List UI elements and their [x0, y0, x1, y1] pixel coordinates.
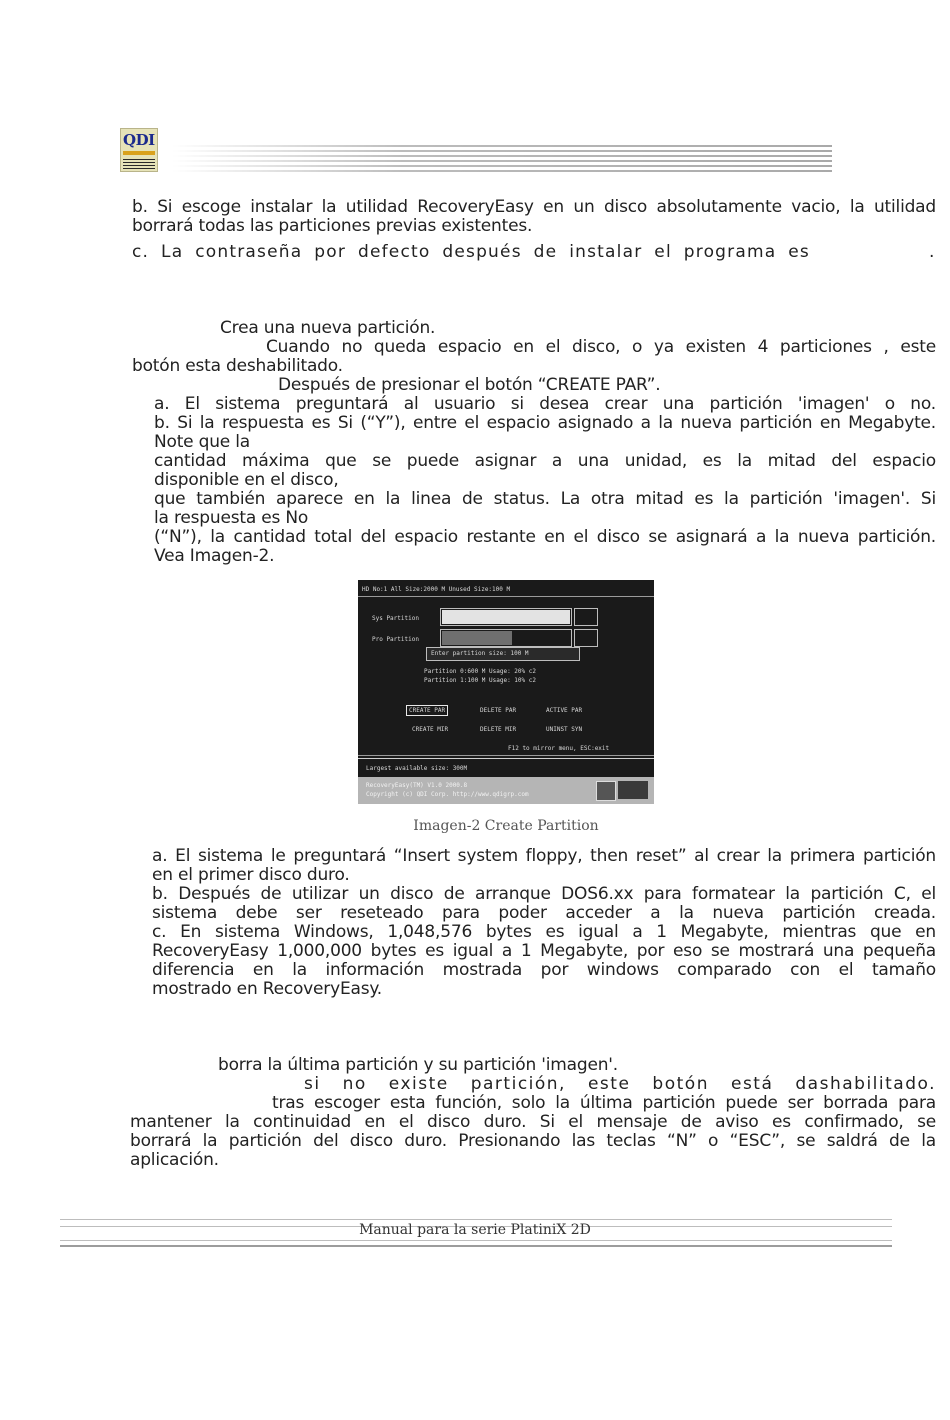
- paragraph-line: Crea una nueva partición.: [220, 318, 436, 338]
- delete-mir-button[interactable]: DELETE MIR: [480, 726, 517, 733]
- status-bar: [358, 758, 654, 778]
- partition-info-1: Partition 0:600 M Usage: 20% c2: [424, 668, 536, 675]
- paragraph-line: Cuando no queda espacio en el disco, o ya existen 4 particiones , este: [266, 337, 936, 357]
- trailing-period: .: [929, 242, 935, 262]
- paragraph-line: sistema debe ser reseteado para poder acceder a la nueva partición creada.: [152, 903, 936, 923]
- paragraph-line: b. Si la respuesta es Si (“Y”), entre el espacio asignado a la nueva partición en Megabyte.: [154, 413, 936, 433]
- figure-caption: Imagen-2 Create Partition: [413, 818, 599, 834]
- paragraph-line: c. En sistema Windows, 1,048,576 bytes es igual a 1 Megabyte, mientras que en: [152, 922, 936, 942]
- paragraph-line: borra la última partición y su partición 'imagen'.: [218, 1055, 618, 1075]
- hint-text: F12 to mirror menu, ESC:exit: [508, 745, 610, 752]
- recoveryeasy-screenshot: [358, 580, 654, 804]
- paragraph-line: RecoveryEasy 1,000,000 bytes es igual a 1 Megabyte, por eso se mostrará una pequeña: [152, 941, 936, 961]
- divider: [358, 755, 654, 756]
- paragraph-line: a. El sistema le preguntará “Insert system floppy, then reset” al crear la primera partición: [152, 846, 936, 866]
- paragraph-line: tras escoger esta función, solo la última partición puede ser borrada para: [272, 1093, 936, 1113]
- qdi-mini-logo: [618, 781, 648, 799]
- paragraph-line: a. El sistema preguntará al usuario si desea crear una partición 'imagen' o no.: [154, 394, 936, 414]
- footer-rule: [60, 1219, 892, 1220]
- paragraph-line: la respuesta es No: [154, 508, 309, 528]
- paragraph-line: Note que la: [154, 432, 251, 452]
- delete-par-button[interactable]: DELETE PAR: [480, 707, 517, 714]
- paragraph-line: borrará todas las particiones previas existentes.: [132, 216, 533, 236]
- paragraph-line: b. Si escoge instalar la utilidad RecoveryEasy en un disco absolutamente vacio, la utilidad: [132, 197, 936, 217]
- footer-rule: [60, 1245, 892, 1247]
- paragraph-line: c. La contraseña por defecto después de instalar el programa es: [132, 242, 810, 262]
- paragraph-line: (“N”), la cantidad total del espacio restante en el disco se asignará a la nueva partición.: [154, 527, 936, 547]
- paragraph-line: en el primer disco duro.: [152, 865, 350, 885]
- magnifier-icon: [596, 781, 616, 801]
- paragraph-line: b. Después de utilizar un disco de arranque DOS6.xx para formatear la partición C, el: [152, 884, 936, 904]
- copyright-bar: [358, 777, 654, 804]
- pro-partition-box: [574, 629, 598, 647]
- partition-size-dialog: [426, 647, 580, 661]
- paragraph-line: que también aparece en la linea de status. La otra mitad es la partición 'imagen'. Si: [154, 489, 936, 509]
- active-par-button[interactable]: ACTIVE PAR: [546, 707, 583, 714]
- status-text: Largest available size: 300M: [366, 765, 468, 772]
- sys-partition-label: Sys Partition: [372, 615, 419, 622]
- paragraph-line: botón esta deshabilitado.: [132, 356, 343, 376]
- paragraph-line: borrará la partición del disco duro. Presionando las teclas “N” o “ESC”, se saldrá de la: [130, 1131, 936, 1151]
- sys-partition-box: [574, 608, 598, 626]
- paragraph-line: si no existe partición, este botón está dashabilitado.: [304, 1074, 936, 1094]
- uninst-syn-button[interactable]: UNINST SYN: [546, 726, 583, 733]
- footer-rule: [60, 1240, 892, 1241]
- header-rule: [172, 145, 832, 173]
- divider: [358, 596, 654, 597]
- qdi-logo: [120, 128, 158, 172]
- logo-stripes: [123, 159, 155, 169]
- logo-text: QDI: [123, 131, 155, 149]
- paragraph-line: mostrado en RecoveryEasy.: [152, 979, 383, 999]
- paragraph-line: aplicación.: [130, 1150, 219, 1170]
- paragraph-line: disponible en el disco,: [154, 470, 339, 490]
- paragraph-line: mantener la continuidad en el disco duro. Si el mensaje de aviso es confirmado, se: [130, 1112, 936, 1132]
- dialog-text: Enter partition size: 100 M: [431, 650, 529, 657]
- copyright-line-2: Copyright (c) QDI Corp. http://www.qdigrp.com: [366, 791, 529, 798]
- pro-partition-label: Pro Partition: [372, 636, 419, 643]
- logo-bar: [123, 151, 155, 155]
- copyright-line-1: RecoveryEasy(TM) V1.0 2000.8: [366, 782, 468, 789]
- pro-partition-fill: [442, 631, 512, 645]
- partition-info-2: Partition 1:100 M Usage: 10% c2: [424, 677, 536, 684]
- hd-info-line: HD No:1 All Size:2000 M Unused Size:100 M: [362, 586, 511, 593]
- create-mir-button[interactable]: CREATE MIR: [412, 726, 449, 733]
- paragraph-line: cantidad máxima que se puede asignar a una unidad, es la mitad del espacio: [154, 451, 936, 471]
- create-par-button[interactable]: CREATE PAR: [406, 705, 448, 716]
- paragraph-line: Vea Imagen-2.: [154, 546, 275, 566]
- sys-partition-fill: [442, 610, 570, 624]
- footer-title: Manual para la serie PlatiniX 2D: [359, 1222, 591, 1238]
- paragraph-line: Después de presionar el botón “CREATE PAR”.: [278, 375, 661, 395]
- paragraph-line: diferencia en la información mostrada por windows comparado con el tamaño: [152, 960, 936, 980]
